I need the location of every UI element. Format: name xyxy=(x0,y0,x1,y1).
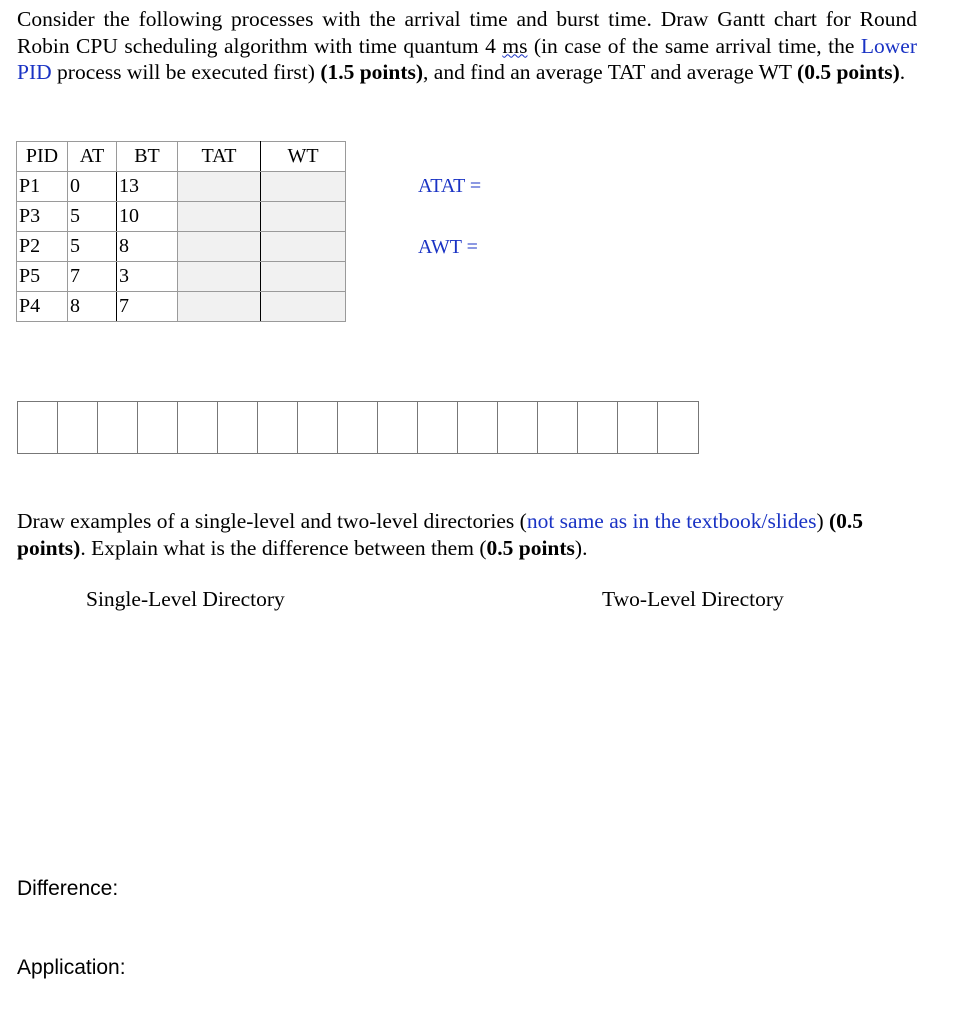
gantt-cell[interactable] xyxy=(538,402,578,453)
points-label: 0.5 points xyxy=(486,535,575,560)
cell-wt[interactable] xyxy=(261,172,346,202)
cell-pid: P1 xyxy=(17,172,68,202)
application-label: Application: xyxy=(17,956,126,979)
cell-tat[interactable] xyxy=(178,262,261,292)
lower-pid-highlight: Lower PID xyxy=(17,33,917,84)
cell-at: 5 xyxy=(68,202,117,232)
table-row xyxy=(17,292,346,322)
cell-at: 5 xyxy=(68,232,117,262)
cell-wt[interactable] xyxy=(261,292,346,322)
cell-wt[interactable] xyxy=(261,262,346,292)
header-wt: WT xyxy=(261,142,346,172)
table-row xyxy=(17,262,346,292)
cell-wt[interactable] xyxy=(261,202,346,232)
gantt-cell[interactable] xyxy=(378,402,418,453)
table-header-row xyxy=(17,142,346,172)
gantt-cell[interactable] xyxy=(138,402,178,453)
cell-tat[interactable] xyxy=(178,202,261,232)
gantt-chart xyxy=(17,401,699,454)
cell-bt: 13 xyxy=(117,172,178,202)
gantt-cell[interactable] xyxy=(58,402,98,453)
cell-bt: 10 xyxy=(117,202,178,232)
table-row xyxy=(17,202,346,232)
cell-pid: P5 xyxy=(17,262,68,292)
gantt-cell[interactable] xyxy=(258,402,298,453)
cell-tat[interactable] xyxy=(178,172,261,202)
awt-label: AWT = xyxy=(418,236,478,258)
cell-tat[interactable] xyxy=(178,292,261,322)
gantt-cell[interactable] xyxy=(18,402,58,453)
quantum-unit: ms xyxy=(502,33,528,58)
cell-at: 8 xyxy=(68,292,117,322)
gantt-cell[interactable] xyxy=(498,402,538,453)
points-label: (0.5 points) xyxy=(797,60,900,84)
gantt-cell[interactable] xyxy=(218,402,258,453)
gantt-cell[interactable] xyxy=(338,402,378,453)
cell-pid: P2 xyxy=(17,232,68,262)
process-table xyxy=(16,141,346,322)
cell-at: 0 xyxy=(68,172,117,202)
question-1-text: Consider the following processes with the arrival time and burst time. Draw Gantt chart for Round Robin CPU scheduling algorithm with time quantum 4 ms (in case of the same arrival time, the Lower PID process will be executed first) (1.5 points), and find an average TAT and average WT (0.5 points). xyxy=(17,7,917,84)
gantt-cell[interactable] xyxy=(178,402,218,453)
gantt-cell[interactable] xyxy=(418,402,458,453)
gantt-cell[interactable] xyxy=(458,402,498,453)
cell-pid: P3 xyxy=(17,202,68,232)
header-bt: BT xyxy=(117,142,178,172)
cell-tat[interactable] xyxy=(178,232,261,262)
table-row xyxy=(17,172,346,202)
cell-bt: 8 xyxy=(117,232,178,262)
header-tat: TAT xyxy=(178,142,261,172)
cell-bt: 7 xyxy=(117,292,178,322)
gantt-cell[interactable] xyxy=(618,402,658,453)
header-pid: PID xyxy=(17,142,68,172)
cell-wt[interactable] xyxy=(261,232,346,262)
gantt-cell[interactable] xyxy=(298,402,338,453)
cell-pid: P4 xyxy=(17,292,68,322)
atat-label: ATAT = xyxy=(418,175,482,197)
points-label: (0.5 points) xyxy=(17,509,864,560)
header-at: AT xyxy=(68,142,117,172)
cell-bt: 3 xyxy=(117,262,178,292)
not-same-highlight: not same as in the textbook/slides xyxy=(526,509,817,533)
table-row xyxy=(17,232,346,262)
gantt-cell[interactable] xyxy=(578,402,618,453)
difference-label: Difference: xyxy=(17,877,119,900)
cell-at: 7 xyxy=(68,262,117,292)
gantt-cell[interactable] xyxy=(98,402,138,453)
points-label: (1.5 points) xyxy=(320,60,424,84)
two-level-label: Two-Level Directory xyxy=(602,587,784,611)
question-2-text: Draw examples of a single-level and two-level directories (not same as in the textbook/slides) (0.5 points). Explain what is the difference between them (0.5 points). xyxy=(17,509,864,560)
gantt-cell[interactable] xyxy=(658,402,698,453)
single-level-label: Single-Level Directory xyxy=(86,587,285,611)
